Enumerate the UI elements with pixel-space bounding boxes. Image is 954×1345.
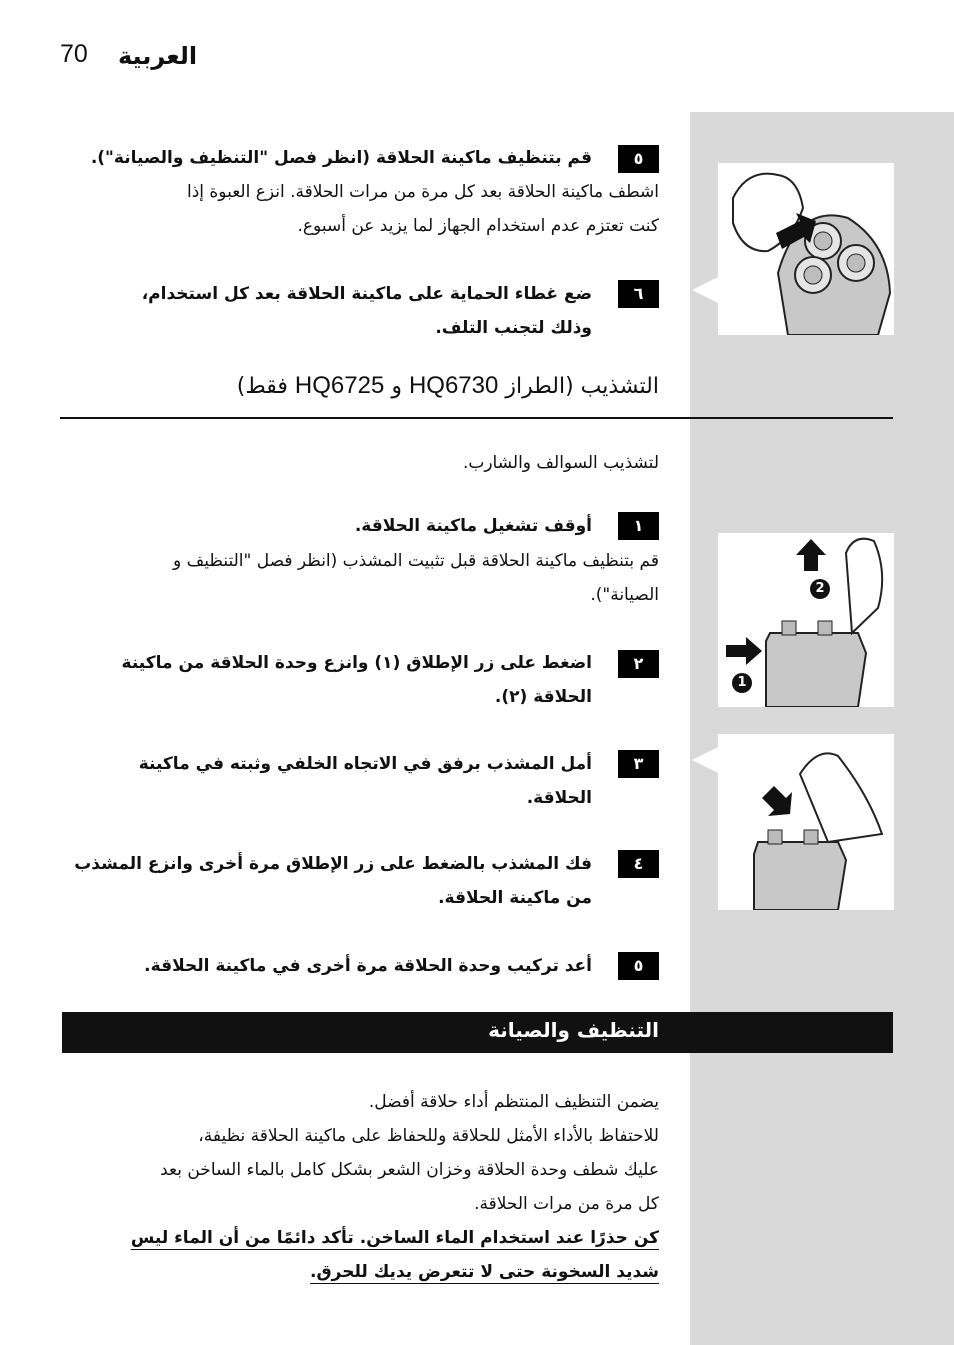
body-text: عليك شطف وحدة الحلاقة وخزان الشعر بشكل كامل بالماء الساخن بعد: [160, 1160, 659, 1180]
section-banner-cleaning: [62, 1012, 893, 1053]
attach-trimmer-illustration: [718, 734, 894, 910]
heading-rule: [60, 417, 893, 419]
heading-text: فقط): [236, 374, 288, 399]
illustration-pointer: [692, 747, 718, 773]
step-text: الصيانة").: [590, 585, 659, 605]
step-text: الحلاقة (٢).: [494, 687, 592, 707]
step-text: فك المشذب بالضغط على زر الإطلاق مرة أخرى وانزع المشذب: [74, 854, 592, 874]
step-text: اضغط على زر الإطلاق (١) وانزع وحدة الحلاقة من ماكينة: [121, 653, 592, 673]
release-button-illustration: [718, 533, 894, 707]
warning-text: كن حذرًا عند استخدام الماء الساخن. تأكد دائمًا من أن الماء ليس: [130, 1228, 659, 1248]
step-number: ٤: [618, 850, 659, 878]
step-text: اشطف ماكينة الحلاقة بعد كل مرة من مرات الحلاقة. انزع العبوة إذا: [186, 182, 659, 202]
callout-1: 1: [732, 673, 752, 693]
step-text: الحلاقة.: [526, 788, 592, 808]
heading-text: و: [391, 374, 402, 399]
step-text: ضع غطاء الحماية على ماكينة الحلاقة بعد كل استخدام،: [141, 284, 592, 304]
shaver-head-icon: [718, 163, 894, 335]
step-number: ٦: [618, 280, 659, 308]
step-number: ٢: [618, 650, 659, 678]
intro-text: لتشذيب السوالف والشارب.: [462, 453, 659, 473]
step-number: ٥: [618, 145, 659, 173]
step-number: ١: [618, 512, 659, 540]
model-name: HQ6730: [408, 372, 499, 399]
step-text: أوقف تشغيل ماكينة الحلاقة.: [354, 516, 592, 536]
body-text: يضمن التنظيف المنتظم أداء حلاقة أفضل.: [368, 1092, 659, 1112]
body-text: كل مرة من مرات الحلاقة.: [474, 1194, 659, 1214]
warning-text: شديد السخونة حتى لا تتعرض يديك للحرق.: [310, 1262, 659, 1282]
body-text: للاحتفاظ بالأداء الأمثل للحلاقة وللحفاظ على ماكينة الحلاقة نظيفة،: [198, 1126, 659, 1146]
step-text: أعد تركيب وحدة الحلاقة مرة أخرى في ماكينة الحلاقة.: [144, 956, 592, 976]
rinse-shaver-illustration: [718, 163, 894, 335]
step-text: قم بتنظيف ماكينة الحلاقة قبل تثبيت المشذب (انظر فصل "التنظيف و: [173, 551, 659, 571]
step-text: قم بتنظيف ماكينة الحلاقة (انظر فصل "التنظيف والصيانة").: [90, 148, 592, 168]
model-name: HQ6725: [294, 372, 385, 399]
callout-2: 2: [810, 579, 830, 599]
page-language-title: العربية: [118, 42, 198, 70]
step-text: وذلك لتجنب التلف.: [435, 318, 592, 338]
banner-title: التنظيف والصيانة: [488, 1018, 659, 1042]
trimmer-attach-icon: [718, 734, 894, 910]
step-text: كنت تعتزم عدم استخدام الجهاز لما يزيد عن أسبوع.: [297, 216, 659, 236]
step-number: ٥: [618, 952, 659, 980]
heading-text: التشذيب (الطراز: [505, 374, 659, 399]
step-text: من ماكينة الحلاقة.: [438, 888, 592, 908]
section-heading-trimming: [237, 372, 659, 400]
step-text: أمل المشذب برفق في الاتجاه الخلفي وثبته في ماكينة: [138, 754, 592, 774]
illustration-pointer: [692, 277, 718, 303]
page-number: 70: [60, 40, 88, 68]
step-number: ٣: [618, 750, 659, 778]
